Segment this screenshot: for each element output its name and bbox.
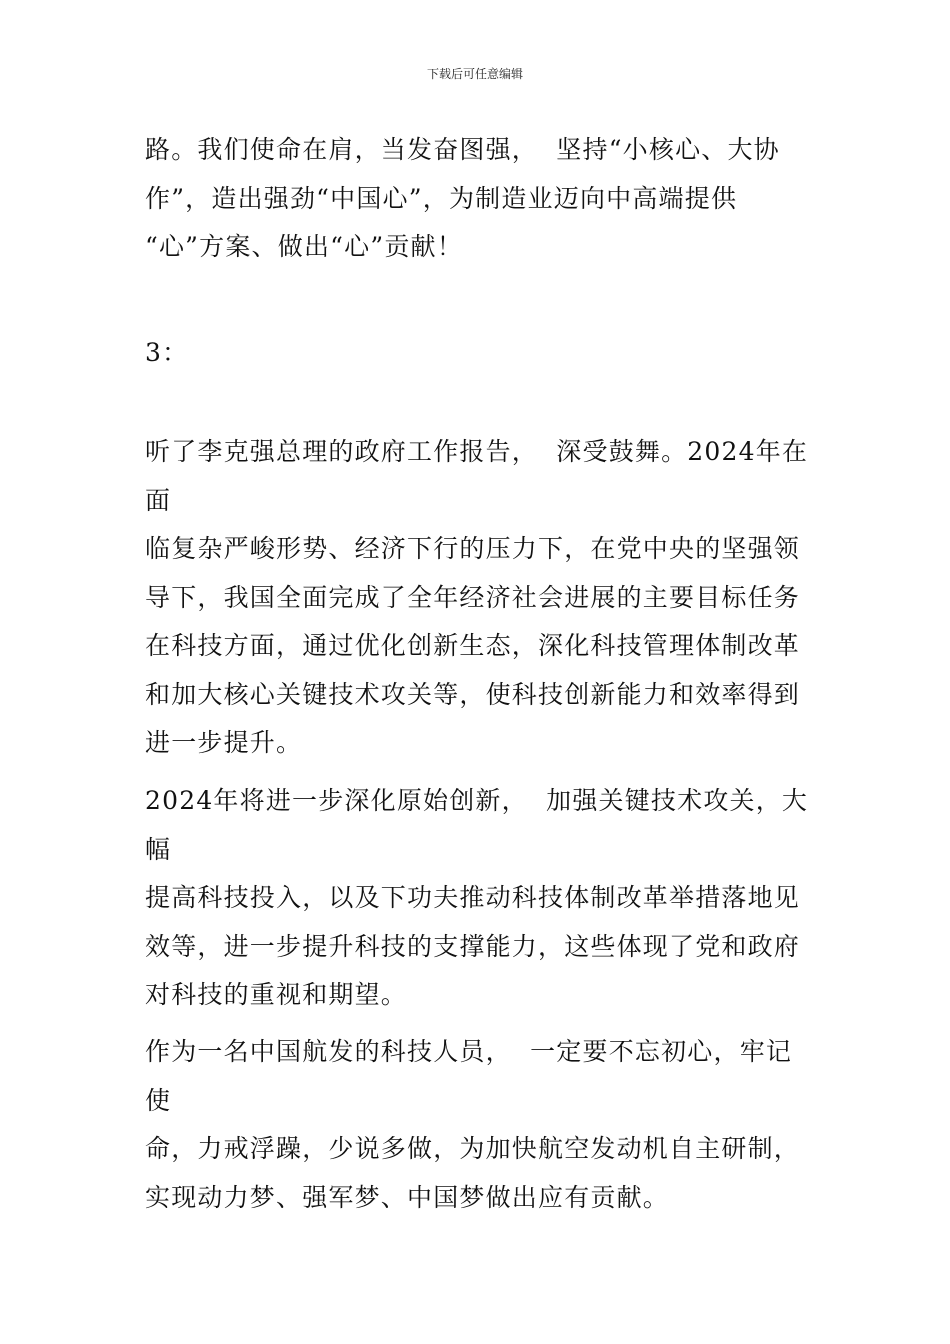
paragraph-commitment: 作为一名中国航发的科技人员， 一定要不忘初心，牢记使 命，力戒浮躁，少说多做，为加快航空发动机自主研制， 实现动力梦、强军梦、中国梦做出应有贡献。 [145,1037,801,1212]
paragraph-report: 听了李克强总理的政府工作报告， 深受鼓舞。2024年在面 临复杂严峻形势、经济下行的压力下，在党中央的坚强领 导下，我国全面完成了全年经济社会进展的主要目标任务 在科技方面，通过优化创新生态，深化科技管理体制改革 和加大核心关键技术攻关等，使科技创新能力和效率得到 进一步提升。 [145,437,809,757]
page-header: 下载后可任意编辑 [426,67,523,81]
paragraph-continuation: 路。我们使命在肩，当发奋图强， 坚持“小核心、大协 作”，造出强劲“中国心”，为制造业迈向中高端提供 “心”方案、做出“心”贡献！ [145,135,780,261]
section-number: 3： [145,338,189,367]
paragraph-2024-plan: 2024年将进一步深化原始创新， 加强关键技术攻关，大幅 提高科技投入，以及下功夫推动科技体制改革举措落地见 效等，进一步提升科技的支撑能力，这些体现了党和政府 对科技的重视和期望。 [145,786,809,1009]
